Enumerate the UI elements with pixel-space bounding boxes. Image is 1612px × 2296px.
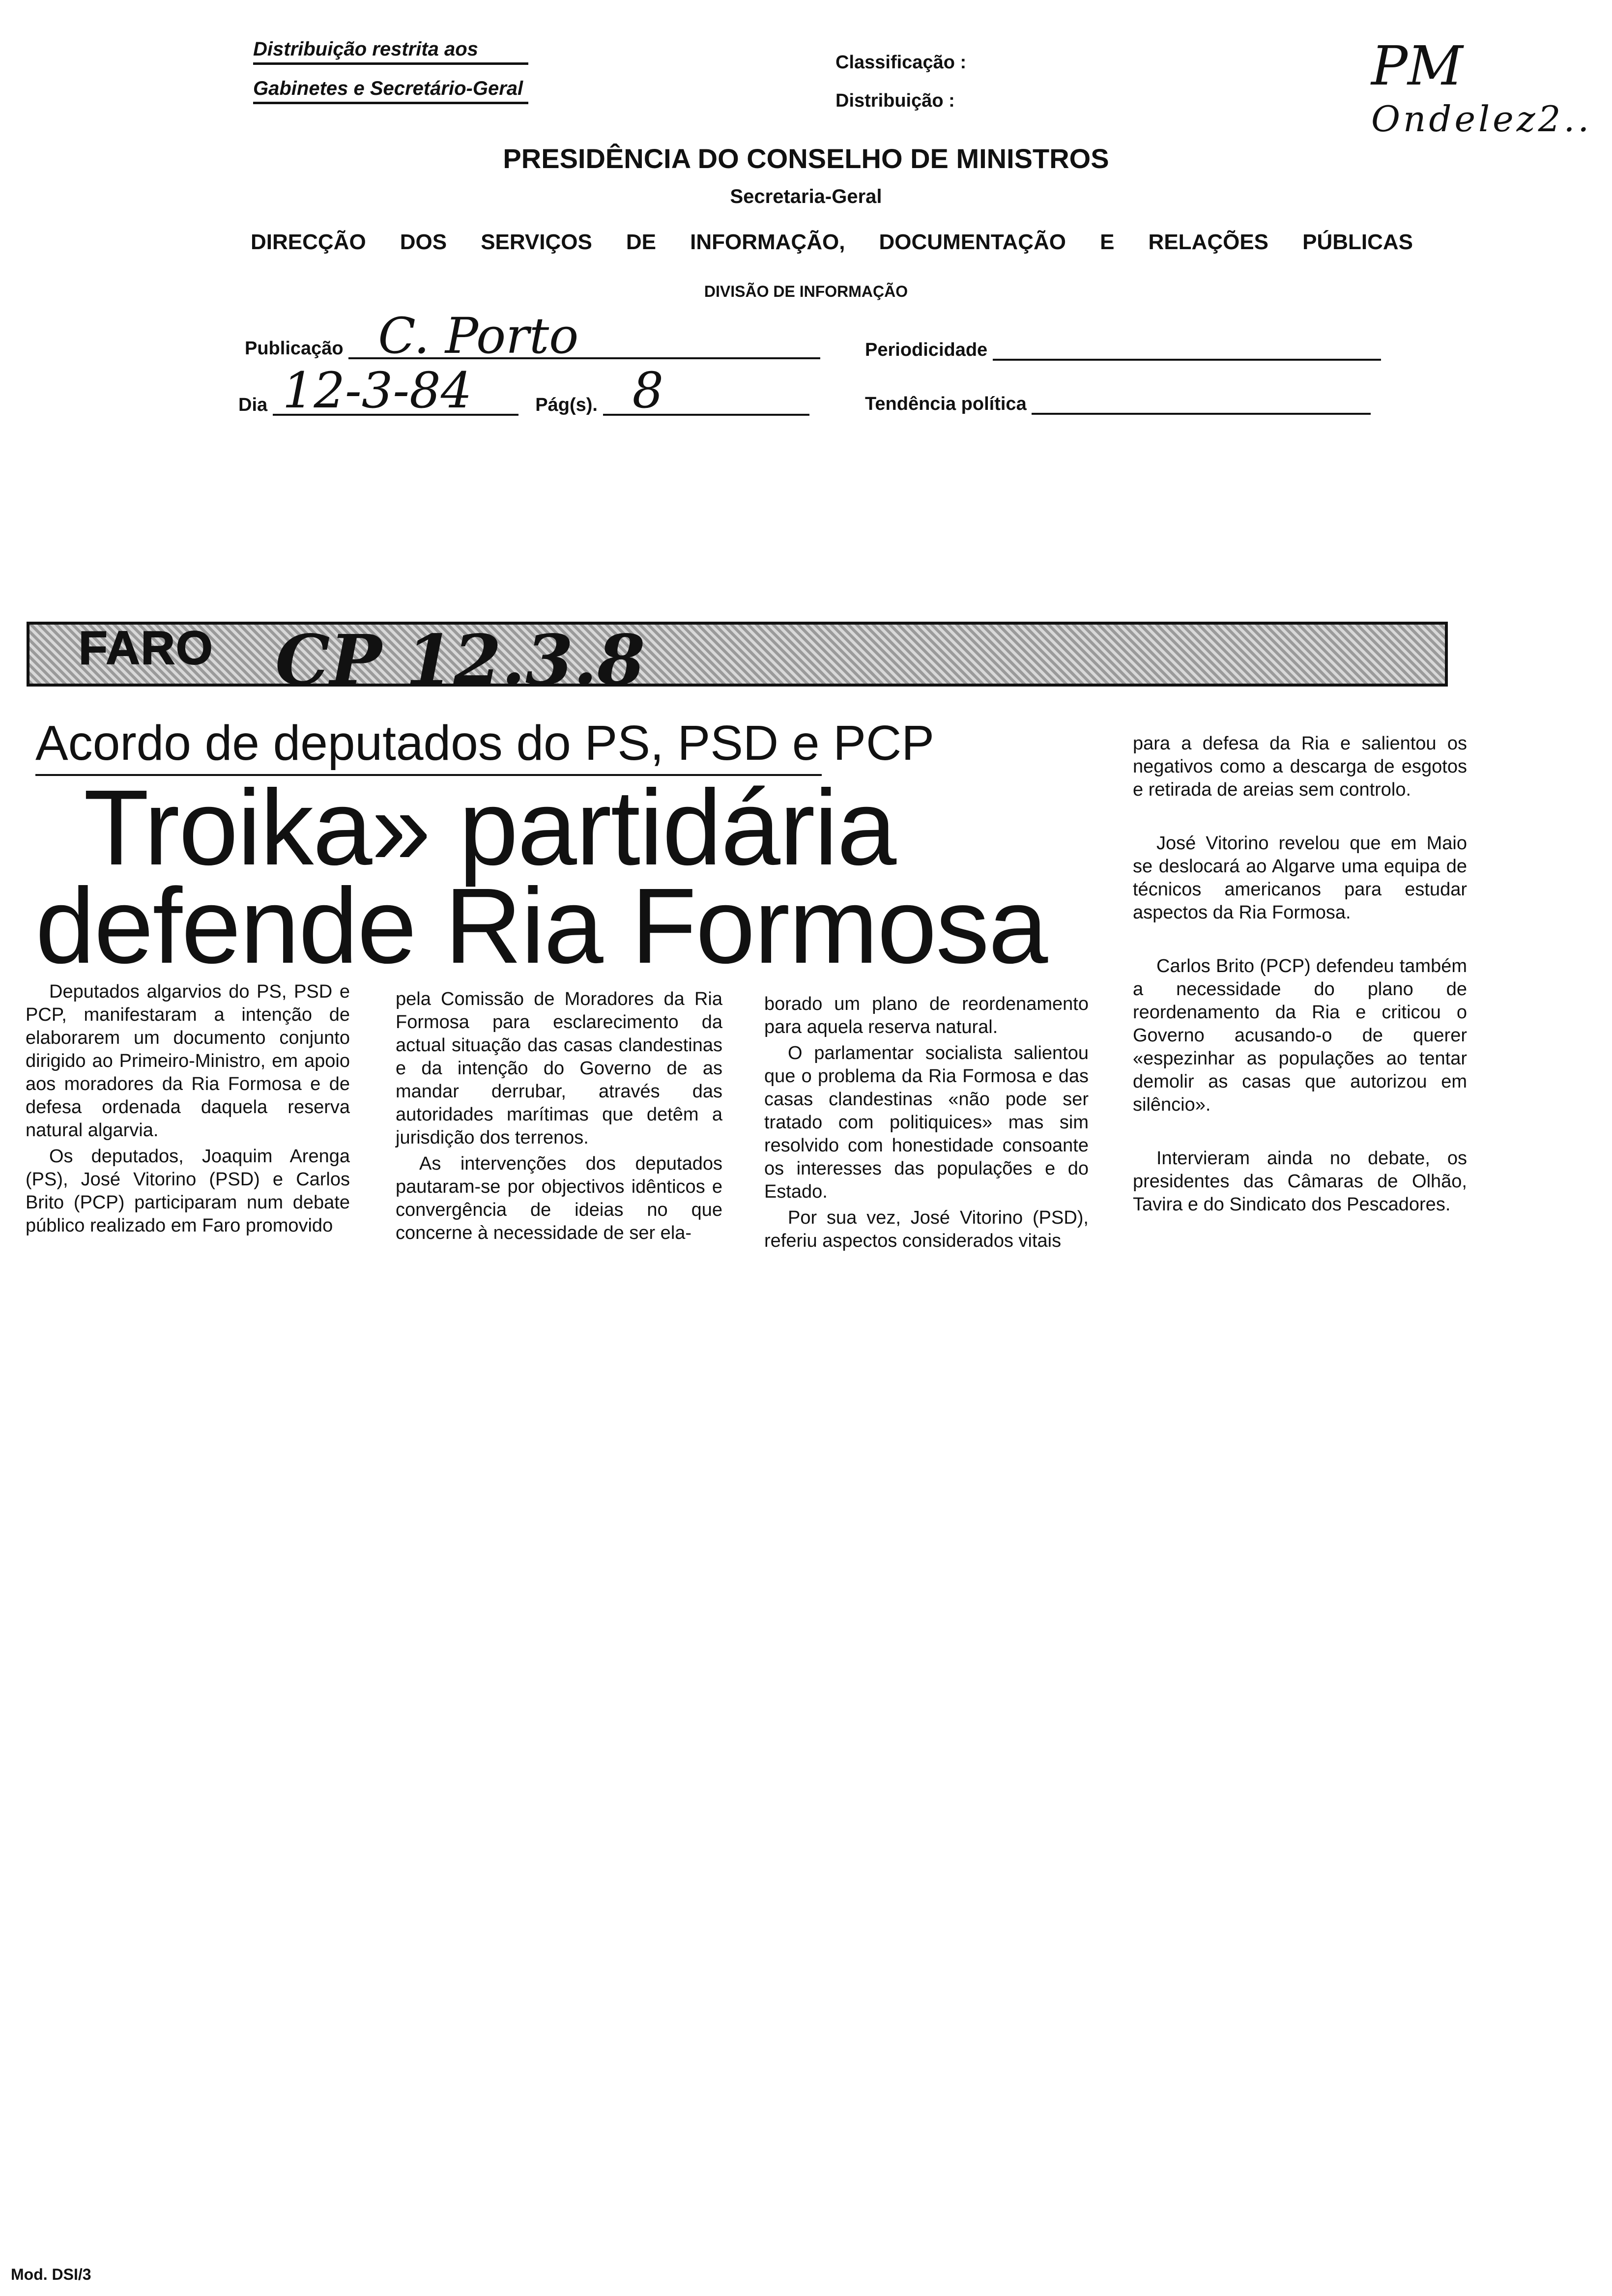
direccao-line: DIRECÇÃO DOS SERVIÇOS DE INFORMAÇÃO, DOCUMENTAÇÃO E RELAÇÕES PÚBLICAS: [251, 230, 1413, 254]
col3-paragraph-2: O parlamentar socialista salientou que o problema da Ria Formosa e das casas clandestinas «não pode ser tratado com politiquices» mas sim resolvido com honestidade consoante os interesses das populações e do Estado.: [764, 1043, 1089, 1202]
pags-label: Pág(s).: [535, 395, 598, 415]
dia-label: Dia: [238, 395, 268, 415]
publicacao-value: C. Porto: [378, 307, 579, 365]
restricted-line-2: Gabinetes e Secretário-Geral: [253, 78, 528, 104]
form-model-code: Mod. DSI/3: [11, 2266, 91, 2283]
article-column-2: [396, 988, 722, 1245]
tendencia-label: Tendência política: [865, 394, 1027, 414]
col1-paragraph-2: Os deputados, Joaquim Arenga (PS), José Vitorino (PSD) e Carlos Brito (PCP) participaram num debate público realizado em Faro promovido: [26, 1146, 350, 1236]
section-handwritten-date: CP 12.3.8: [275, 620, 645, 701]
dia-row: [238, 362, 809, 419]
dia-field: [273, 362, 518, 419]
handwritten-corner-note-1: PM: [1371, 34, 1463, 97]
dia-value: 12-3-84: [282, 362, 472, 419]
publicacao-label: Publicação: [245, 338, 344, 359]
col4-paragraph-4: Intervieram ainda no debate, os presidentes das Câmaras de Olhão, Tavira e do Sindicato dos Pescadores.: [1133, 1148, 1467, 1215]
pags-field: [603, 362, 809, 419]
col3-paragraph-1: borado um plano de reordenamento para aquela reserva natural.: [764, 994, 1089, 1037]
col1-paragraph-1: Deputados algarvios do PS, PSD e PCP, manifestaram a intenção de elaborarem um documento conjunto dirigido ao Primeiro-Ministro, em apoio aos moradores da Ria Formosa e de defesa ordenada daquela reserva natural algarvia.: [26, 981, 350, 1141]
article-column-1: [26, 980, 350, 1237]
section-label: FARO: [79, 622, 214, 674]
pags-value: 8: [632, 362, 664, 419]
publicacao-field: [348, 307, 820, 365]
col4-paragraph-2: José Vitorino revelou que em Maio se deslocará ao Algarve uma equipa de técnicos americanos para estudar aspectos da Ria Formosa.: [1133, 833, 1467, 923]
article-column-3: [764, 993, 1089, 1253]
presidencia-title: PRESIDÊNCIA DO CONSELHO DE MINISTROS: [503, 143, 1109, 174]
article-kicker: Acordo de deputados do PS, PSD e PCP: [35, 716, 934, 771]
tendencia-field: [1032, 393, 1371, 415]
classificacao-label: Classificação :: [835, 52, 967, 73]
headline-line-1: Troika» partidária: [84, 768, 896, 888]
classification-block: [835, 43, 966, 120]
periodicidade-row: [865, 339, 1381, 361]
restricted-distribution: [253, 38, 528, 117]
divisao-line: DIVISÃO DE INFORMAÇÃO: [704, 283, 908, 300]
tendencia-row: [865, 393, 1371, 415]
publicacao-row: [245, 307, 820, 365]
periodicidade-label: Periodicidade: [865, 340, 988, 360]
periodicidade-field: [993, 339, 1381, 361]
col2-paragraph-1: pela Comissão de Moradores da Ria Formosa para esclarecimento da actual situação das casas clandestinas e da intenção do Governo de as mandar derrubar, através das autoridades marítimas que detêm a jurisdição dos terrenos.: [396, 989, 722, 1148]
col4-paragraph-1: para a defesa da Ria e salientou os negativos como a descarga de esgotos e retirada de areias sem controlo.: [1133, 733, 1467, 800]
distribuicao-label: Distribuição :: [835, 90, 955, 111]
col3-paragraph-3: Por sua vez, José Vitorino (PSD), referiu aspectos considerados vitais: [764, 1207, 1089, 1251]
col2-paragraph-2: As intervenções dos deputados pautaram-se por objectivos idênticos e convergência de ideias no que concerne à necessidade de ser ela-: [396, 1153, 722, 1243]
handwritten-corner-note-2: Ondelez2..: [1371, 98, 1592, 140]
section-banner: [27, 622, 1448, 687]
headline-line-2: defende Ria Formosa: [35, 866, 1047, 986]
restricted-line-1: Distribuição restrita aos: [253, 38, 528, 65]
secretaria-subtitle: Secretaria-Geral: [730, 186, 882, 207]
article-column-4: [1133, 732, 1467, 1216]
col4-paragraph-3: Carlos Brito (PCP) defendeu também a necessidade do plano de reordenamento da Ria e criticou o Governo acusando-o de querer «espezinhar as populações ao tentar demolir as casas que autorizou em silêncio».: [1133, 956, 1467, 1115]
